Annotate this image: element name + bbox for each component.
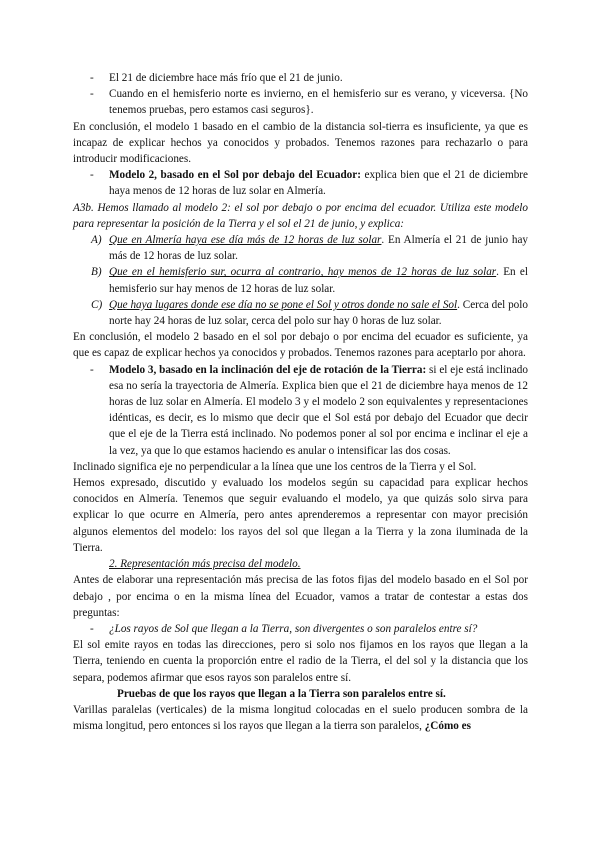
item-label: C)	[91, 298, 103, 311]
paragraph-antes: Antes de elaborar una representación más precisa de las fotos fijas del modelo basado en el Sol por debajo , por encima o en la misma línea del Ecuador, vamos a tratar de contestar a estas dos preguntas:	[73, 574, 528, 619]
list-item-question	[73, 621, 528, 637]
item-question: Que en el hemisferio sur, ocurra al contrario, hay menos de 12 horas de luz solar	[109, 266, 497, 279]
item-a	[73, 232, 528, 264]
list-item-text: Cuando en el hemisferio norte es invierno, en el hemisferio sur es verano, y viceversa. {No tenemos pruebas, pero estamos casi seguros}.	[109, 88, 528, 117]
question-text: ¿Los rayos de Sol que llegan a la Tierra, son divergentes o son paralelos entre sí?	[109, 622, 478, 635]
bullet-dash: -	[90, 169, 94, 182]
list-item-model-2	[73, 167, 528, 199]
item-question: Que en Almería haya ese día más de 12 horas de luz solar	[109, 234, 382, 247]
item-answer: . Cerca del polo norte hay 24 horas de luz solar, cerca del polo sur hay 0 horas de luz solar.	[109, 298, 528, 328]
item-answer: . En Almería el 21 de junio hay más de 12 horas de luz solar.	[109, 234, 529, 263]
varillas-text: Varillas paralelas (verticales) de la misma longitud colocadas en el suelo producen sombra de la misma longitud, pero entonces si los rayos que llegan a la tierra son paralelos,	[73, 703, 528, 733]
item-b	[73, 264, 528, 296]
item-label: A)	[91, 234, 102, 247]
paragraph-conclusion-1: En conclusión, el modelo 1 basado en el cambio de la distancia sol-tierra es insuficiente, ya que es incapaz de explicar hechos ya conocidos y probados. Tenemos razones para rechazarlo o para introducir modificaciones.	[73, 120, 528, 166]
list-item	[73, 86, 528, 118]
paragraph-varillas	[73, 702, 528, 734]
model-3-text: si el eje está inclinado esa no sería la trayectoria de Almería. Explica bien que el 21 de diciembre haya menos de 12 horas de luz solar en Almería. El modelo 3 y el modelo 2 son equivalentes y representaciones idénticas, es decir, es lo mismo que decir que el Sol está por debajo del Ecuador que decir que el eje de la Tierra está inclinado. No podemos poner al sol por encima e inclinar el eje a la vez, ya que lo que estamos haciendo es anular o intensificar las dos cosas.	[109, 363, 528, 457]
model-2-text: explica bien que el 21 de diciembre haya menos de 12 horas de luz solar en Almería.	[109, 169, 529, 198]
bullet-dash: -	[90, 363, 94, 376]
list-item-text: El 21 de diciembre hace más frío que el 21 de junio.	[109, 72, 343, 84]
paragraph-conclusion-2: En conclusión, el modelo 2 basado en el sol por debajo o por encima del ecuador es suficiente, ya que es capaz de explicar hechos ya conocidos y probados. Tenemos razones para aceptarlo por ahora.	[73, 331, 528, 360]
section-heading-2: 2. Representación más precisa del modelo.	[109, 558, 301, 571]
item-answer: . En el hemisferio sur hay menos de 12 horas de luz solar.	[109, 266, 528, 295]
item-c	[73, 297, 528, 329]
paragraph-inclinado: Inclinado significa eje no perpendicular a la línea que une los centros de la Tierra y el Sol.	[73, 460, 477, 473]
bullet-dash: -	[90, 72, 94, 84]
list-item-model-3	[73, 362, 528, 459]
bullet-dash: -	[90, 88, 94, 101]
bullet-dash: -	[90, 622, 94, 635]
paragraph-hemos: Hemos expresado, discutido y evaluado los modelos según su capacidad para explicar hechos conocidos en Almería. Tenemos que seguir evaluando el modelo, ya que quizás solo sirva para explicar lo que ocurre en Almería, pero antes aprenderemos a representar con mayor precisión algunos elementos del modelo: los rayos del sol que llegan a la Tierra y la zona iluminada de la Tierra.	[73, 477, 528, 554]
model-3-title: Modelo 3, basado en la inclinación del eje de rotación de la Tierra:	[109, 363, 427, 376]
item-question: Que haya lugares donde ese día no se pone el Sol y otros donde no sale el Sol	[109, 298, 458, 311]
list-item	[73, 70, 528, 86]
model-2-title: Modelo 2, basado en el Sol por debajo del Ecuador:	[109, 169, 361, 182]
paragraph-a3b: A3b. Hemos llamado al modelo 2: el sol por debajo o por encima del ecuador. Utiliza este modelo para representar la posición de la Tierra y el sol el 21 de junio, y explica:	[73, 201, 528, 230]
paragraph-sol: El sol emite rayos en todas las direcciones, pero si solo nos fijamos en los rayos que llegan a la Tierra, teniendo en cuenta la proporción entre el radio de la Tierra, el del sol y la distancia que los separa, podemos afirmar que esos rayos son paralelos entre sí.	[73, 639, 528, 684]
heading-pruebas: Pruebas de que los rayos que llegan a la Tierra son paralelos entre sí.	[117, 687, 446, 700]
document-page	[73, 70, 528, 734]
varillas-bold: ¿Cómo es	[424, 720, 471, 733]
item-label: B)	[91, 266, 102, 279]
